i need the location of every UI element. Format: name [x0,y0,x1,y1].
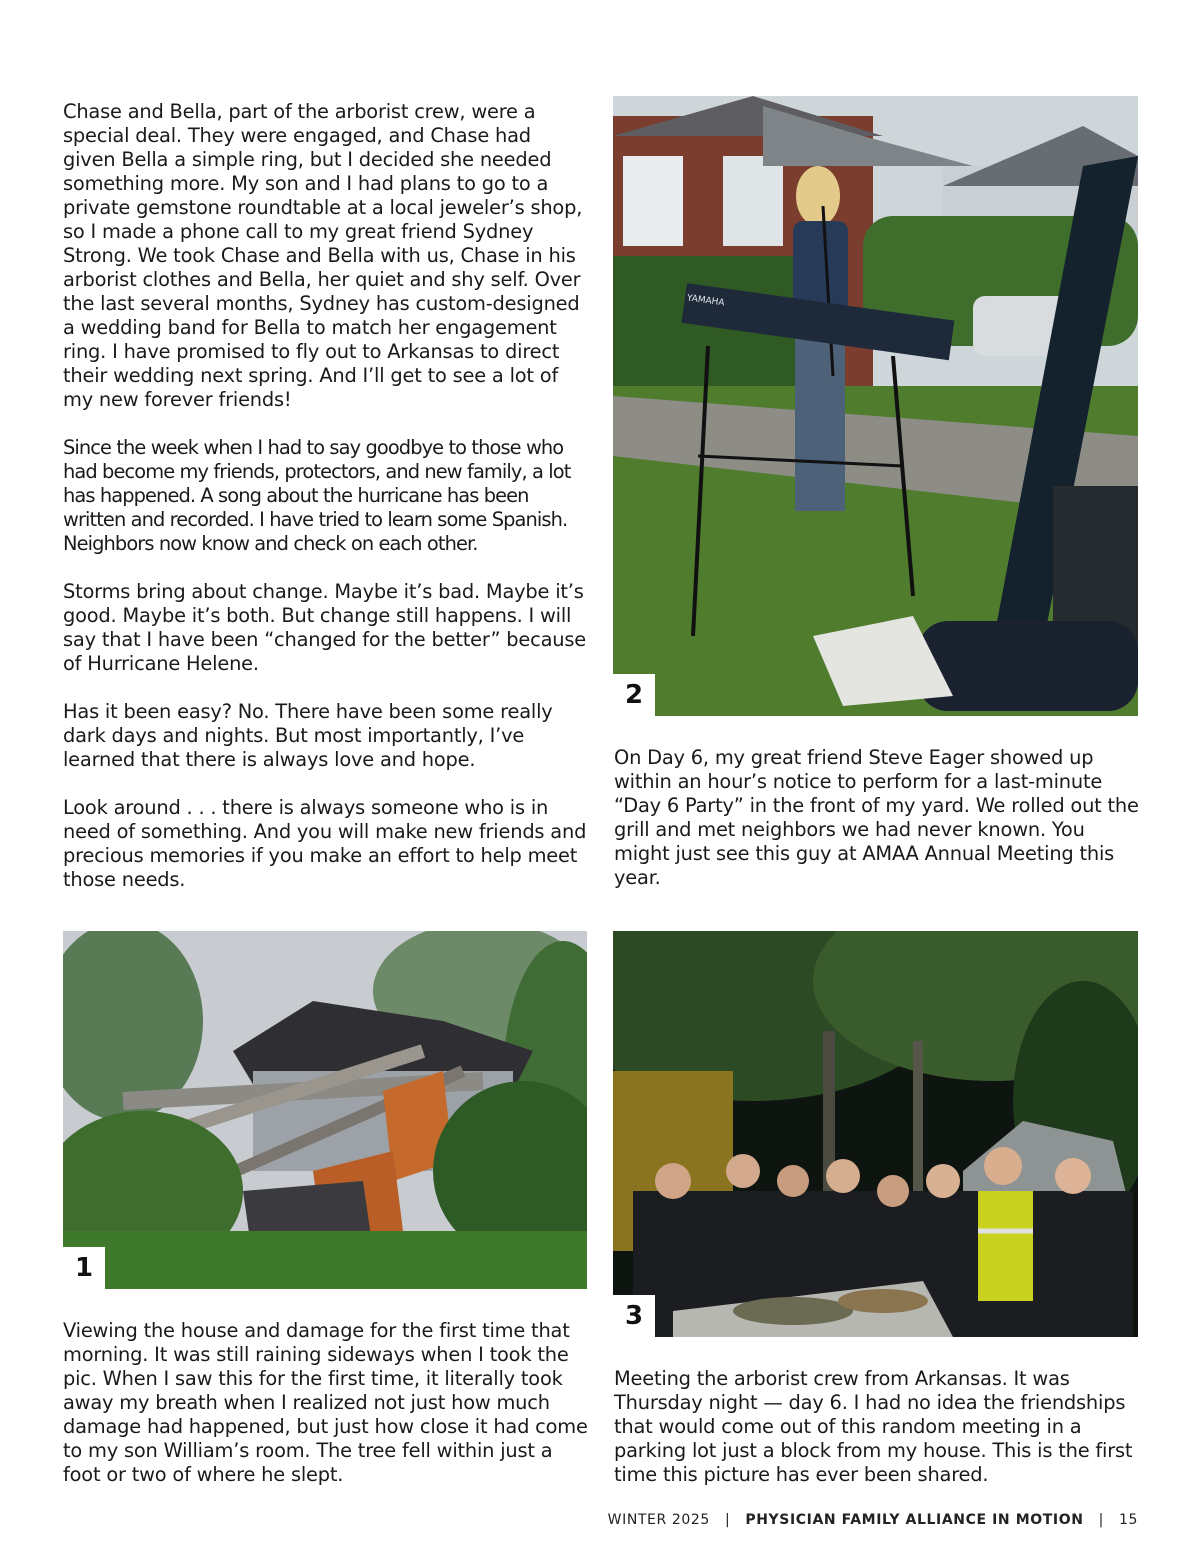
paragraph-look-around: Look around . . . there is always someone who is in need of something. And you will make new friends and precious memories if you make an effort to help meet those needs. [63,796,587,891]
keyboard-brand: YAMAHA [686,293,726,309]
photo-number-badge: 3 [613,1295,655,1337]
page-footer [608,1512,1138,1528]
photo-arborist-crew [613,931,1138,1337]
photo-storm-damage [63,931,587,1289]
photo-number-badge: 2 [613,674,655,716]
footer-separator: | [1098,1512,1104,1528]
footer-separator: | [724,1512,731,1528]
caption-arborist-crew: Meeting the arborist crew from Arkansas. It was Thursday night — day 6. I had no idea the friendships that would come out of this random meeting in a parking lot just a block from my house. This is the first time this picture has ever been shared. [614,1367,1133,1486]
performer-scene [613,96,1138,716]
footer-publication: PHYSICIAN FAMILY ALLIANCE IN MOTION [745,1512,1084,1528]
storm-damage-scene [63,931,587,1289]
photo-number-badge: 1 [63,1247,105,1289]
photo-performer [613,96,1138,716]
arborist-crew-scene [613,931,1138,1337]
footer-page-number: 15 [1118,1512,1138,1528]
paragraph-easy: Has it been easy? No. There have been some really dark days and nights. But most importantly, I’ve learned that there is always love and hope. [63,700,553,771]
caption-storm-damage: Viewing the house and damage for the first time that morning. It was still raining sideways when I took the pic. When I saw this for the first time, it literally took away my breath when I realized not just how much damage had happened, but just how close it had come to my son William’s room. The tree fell within just a foot or two of where he slept. [63,1319,588,1486]
left-column [63,100,588,892]
paragraph-engagement: Chase and Bella, part of the arborist crew, were a special deal. They were engaged, and Chase had given Bella a simple ring, but I decided she needed something more. My son and I had plans to go to a private gemstone roundtable at a local jeweler’s shop, so I made a phone call to my great friend Sydney Strong. We took Chase and Bella with us, Chase in his arborist clothes and Bella, her quiet and shy self. Over the last several months, Sydney has custom-designed a wedding band for Bella to match her engagement ring. I have promised to fly out to Arkansas to direct their wedding next spring. And I’ll get to see a lot of my new forever friends! [63,100,583,411]
caption-performer: On Day 6, my great friend Steve Eager showed up within an hour’s notice to perform for a last-minute “Day 6 Party” in the front of my yard. We rolled out the grill and met neighbors we had never known. You might just see this guy at AMAA Annual Meeting this year. [614,746,1139,889]
paragraph-aftermath: Since the week when I had to say goodbye to those who had become my friends, protectors, and new family, a lot has happened. A song about the hurricane has been written and recorded. I have tried to learn some Spanish. Neighbors now know and check on each other. [63,436,571,555]
paragraph-change: Storms bring about change. Maybe it’s bad. Maybe it’s good. Maybe it’s both. But change still happens. I will say that I have been “changed for the better” because of Hurricane Helene. [63,580,586,675]
footer-issue: WINTER 2025 [607,1512,710,1528]
